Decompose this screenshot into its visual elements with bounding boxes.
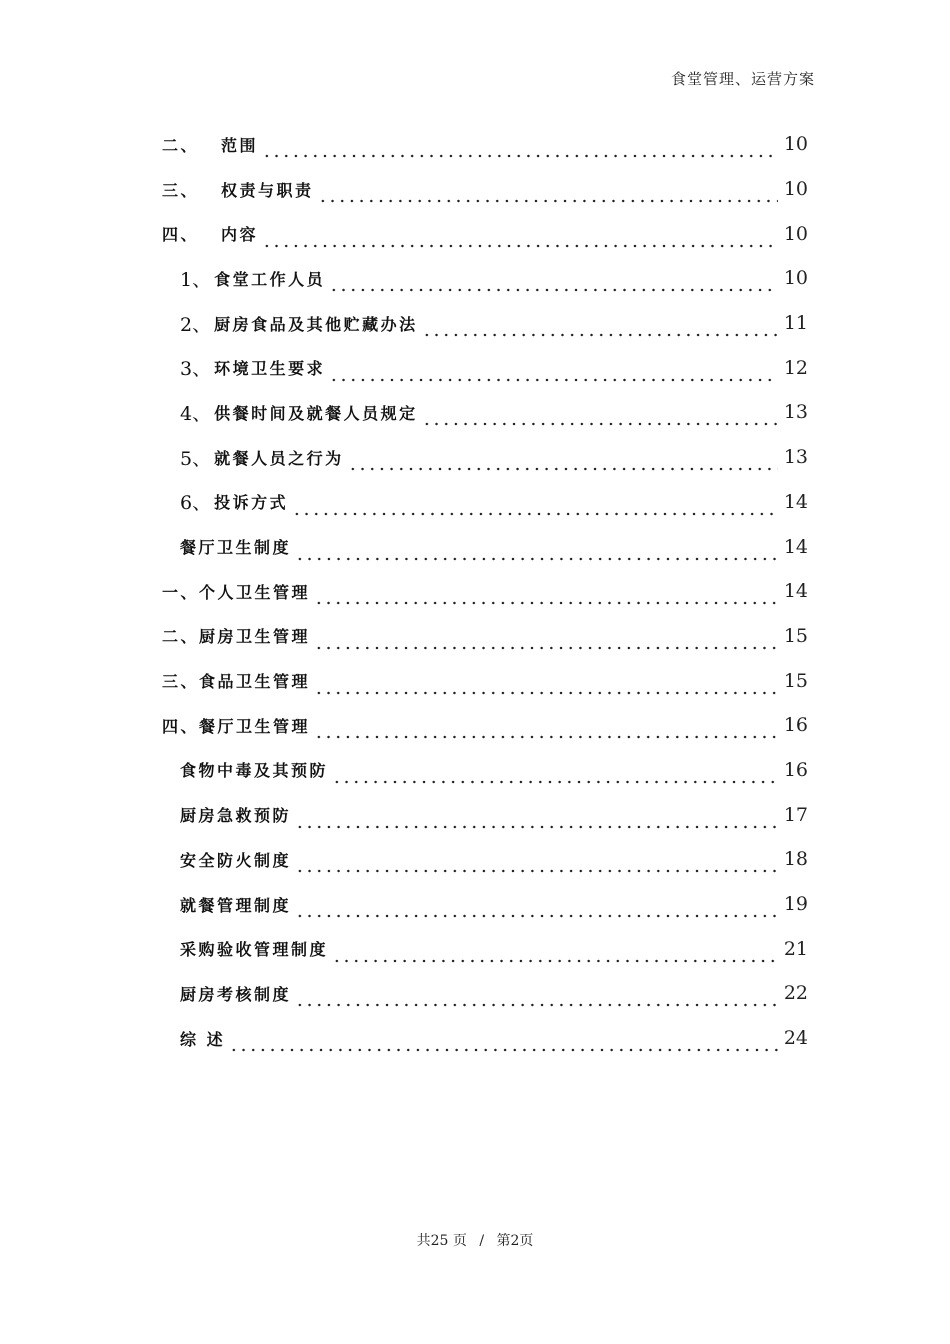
toc-dot-leader [329, 272, 778, 292]
toc-entry[interactable] [162, 435, 808, 480]
toc-entry-label [180, 803, 291, 826]
footer-separator: / [479, 1233, 485, 1249]
toc-entry-text: 内容 [221, 225, 259, 245]
toc-entry[interactable] [162, 1016, 808, 1061]
toc-entry-page-number: 16 [783, 714, 808, 737]
toc-dot-leader [295, 541, 778, 561]
toc-entry[interactable] [162, 301, 808, 346]
toc-dot-leader [314, 719, 778, 739]
toc-entry-page-number: 10 [783, 267, 808, 290]
toc-entry[interactable] [162, 390, 808, 435]
toc-entry[interactable] [162, 614, 808, 659]
toc-dot-leader [329, 362, 778, 382]
toc-dot-leader [262, 138, 778, 158]
toc-entry-number: 4、 [180, 402, 212, 425]
toc-entry-text: 综 述 [180, 1029, 226, 1049]
table-of-contents [162, 122, 808, 1060]
toc-entry-label [162, 580, 310, 603]
toc-entry-text: 就餐管理制度 [180, 895, 292, 915]
toc-entry-page-number: 24 [783, 1027, 808, 1050]
toc-entry-text: 安全防火制度 [180, 850, 292, 870]
toc-entry-number: 四、 [162, 225, 200, 245]
page-header-title: 食堂管理、运营方案 [670, 70, 815, 88]
toc-entry-page-number: 22 [783, 982, 808, 1005]
toc-dot-leader [422, 317, 778, 337]
toc-entry-text: 食物中毒及其预防 [180, 761, 329, 781]
toc-dot-leader [348, 451, 778, 471]
toc-entry-text: 采购验收管理制度 [180, 940, 329, 960]
toc-entry[interactable] [162, 882, 808, 927]
toc-entry-label [162, 669, 310, 692]
toc-entry-page-number: 19 [783, 893, 808, 916]
toc-entry-number: 5、 [180, 447, 212, 470]
toc-entry-text: 就餐人员之行为 [214, 448, 344, 468]
toc-entry-page-number: 18 [783, 848, 808, 871]
page-footer [0, 1230, 950, 1250]
toc-entry-number: 二、 [162, 135, 200, 155]
toc-entry[interactable] [162, 971, 808, 1016]
toc-entry[interactable] [162, 524, 808, 569]
toc-dot-leader [295, 809, 778, 829]
toc-entry-page-number: 11 [783, 312, 808, 335]
toc-dot-leader [295, 987, 778, 1007]
toc-entry-text: 二、厨房卫生管理 [162, 627, 311, 647]
toc-entry-text: 食堂工作人员 [214, 269, 326, 289]
toc-dot-leader [229, 1032, 778, 1052]
toc-entry-page-number: 10 [783, 222, 808, 245]
toc-entry-label [180, 937, 328, 960]
toc-entry-label [162, 222, 258, 245]
toc-entry-text: 厨房考核制度 [180, 984, 292, 1004]
toc-entry[interactable] [162, 345, 808, 390]
toc-entry-label [180, 399, 418, 426]
toc-entry-label [180, 535, 291, 558]
toc-entry-number: 1、 [180, 268, 212, 291]
toc-entry-text: 供餐时间及就餐人员规定 [214, 403, 418, 423]
toc-entry-page-number: 14 [783, 535, 808, 558]
toc-entry[interactable] [162, 792, 808, 837]
toc-entry-label [180, 893, 291, 916]
toc-entry-page-number: 15 [783, 669, 808, 692]
toc-entry[interactable] [162, 167, 808, 212]
toc-entry[interactable] [162, 480, 808, 525]
toc-entry-page-number: 16 [783, 758, 808, 781]
toc-entry-page-number: 12 [783, 356, 808, 379]
toc-entry-label [180, 758, 328, 781]
toc-entry[interactable] [162, 211, 808, 256]
toc-entry-text: 权责与职责 [221, 180, 314, 200]
toc-entry[interactable] [162, 703, 808, 748]
toc-entry-number: 6、 [180, 492, 212, 515]
toc-dot-leader [314, 630, 778, 650]
toc-dot-leader [295, 898, 778, 918]
toc-entry-label [180, 310, 418, 337]
toc-dot-leader [314, 585, 778, 605]
toc-entry-text: 厨房急救预防 [180, 806, 292, 826]
toc-entry-number: 三、 [162, 180, 200, 200]
toc-dot-leader [332, 764, 778, 784]
toc-entry-page-number: 15 [783, 624, 808, 647]
toc-dot-leader [295, 853, 778, 873]
toc-entry-page-number: 13 [783, 446, 808, 469]
toc-entry[interactable] [162, 122, 808, 167]
toc-entry[interactable] [162, 569, 808, 614]
toc-entry-number: 3、 [180, 358, 212, 381]
toc-entry-label [180, 444, 344, 471]
footer-total-pages: 共25 页 [416, 1233, 467, 1249]
toc-entry[interactable] [162, 658, 808, 703]
toc-entry-label [162, 624, 310, 647]
toc-entry-label [162, 178, 314, 201]
toc-entry[interactable] [162, 748, 808, 793]
toc-entry-label [180, 982, 291, 1005]
toc-entry-page-number: 14 [783, 490, 808, 513]
toc-entry[interactable] [162, 256, 808, 301]
toc-entry-text: 四、餐厅卫生管理 [162, 716, 311, 736]
toc-entry-label [180, 354, 325, 381]
toc-entry-label [180, 848, 291, 871]
toc-entry-text: 范围 [221, 135, 259, 155]
toc-dot-leader [422, 406, 778, 426]
toc-entry-page-number: 17 [783, 803, 808, 826]
toc-entry-label [162, 133, 258, 156]
toc-entry-text: 环境卫生要求 [214, 359, 326, 379]
toc-dot-leader [262, 228, 778, 248]
toc-entry-number: 2、 [180, 313, 212, 336]
toc-entry-page-number: 10 [783, 178, 808, 201]
toc-entry-text: 三、食品卫生管理 [162, 672, 311, 692]
toc-dot-leader [332, 943, 778, 963]
toc-entry-label [162, 714, 310, 737]
toc-entry-page-number: 14 [783, 580, 808, 603]
toc-entry-page-number: 10 [783, 133, 808, 156]
toc-entry[interactable] [162, 837, 808, 882]
toc-dot-leader [292, 496, 778, 516]
toc-entry-text: 餐厅卫生制度 [180, 538, 292, 558]
toc-entry-label [180, 265, 325, 292]
toc-dot-leader [318, 183, 778, 203]
toc-entry-text: 厨房食品及其他贮藏办法 [214, 314, 418, 334]
toc-entry-text: 一、个人卫生管理 [162, 582, 311, 602]
toc-entry-label [180, 1027, 225, 1050]
toc-entry-page-number: 21 [783, 937, 808, 960]
toc-entry-text: 投诉方式 [214, 493, 289, 513]
toc-dot-leader [314, 675, 778, 695]
footer-current-page: 第2页 [496, 1233, 534, 1249]
toc-entry-page-number: 13 [783, 401, 808, 424]
toc-entry[interactable] [162, 926, 808, 971]
toc-entry-label [180, 488, 288, 515]
